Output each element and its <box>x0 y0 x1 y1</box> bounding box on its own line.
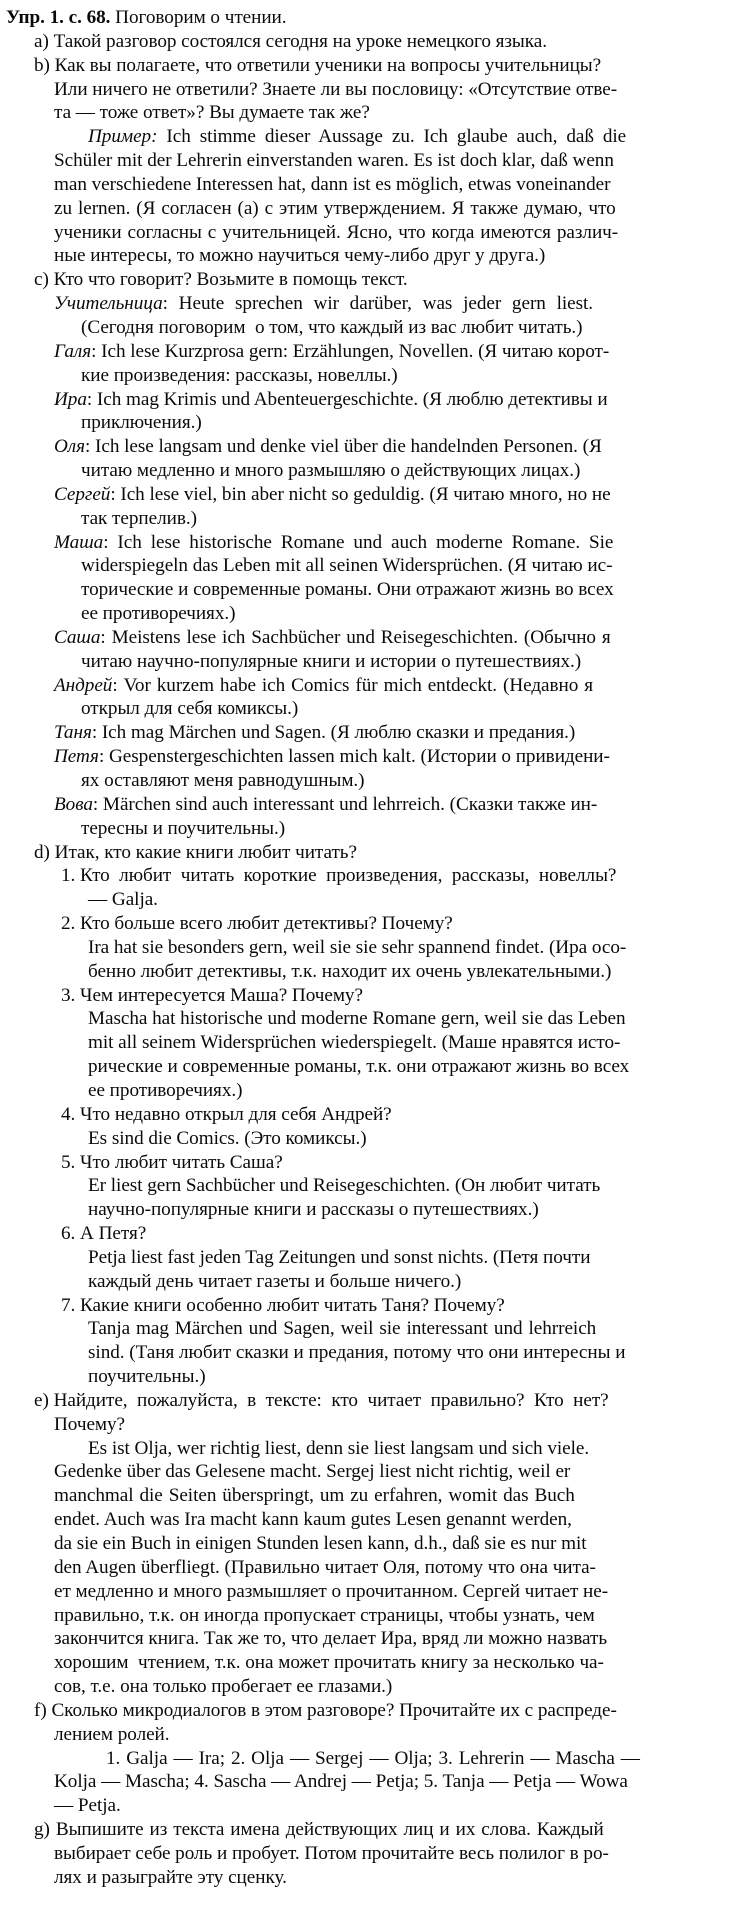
speaker-text: : Meistens lese ich Sachbücher und Reisegeschichten. (Обычно я <box>100 626 611 648</box>
list-item-number: 5. <box>61 1151 76 1173</box>
dialogue-line: читаю научно-популярные книги и истории о путешествиях.) <box>81 650 582 672</box>
dialogue-line: так терпелив.) <box>81 507 197 529</box>
section-c-line-1 <box>6 268 747 292</box>
speaker-name: Ира <box>54 388 87 410</box>
section-e-line-1 <box>6 1389 747 1413</box>
section-e-answer: ет медленно и много размышляет о прочитанном. Сергей читает не- <box>54 1580 609 1602</box>
list-item-number: 7. <box>61 1294 76 1316</box>
speaker-name: Оля <box>54 436 85 458</box>
list-item-answer: каждый день читает газеты и больше ничего.) <box>88 1270 462 1292</box>
section-b-example-line-1 <box>6 125 747 149</box>
list-item-number: 3. <box>61 984 76 1006</box>
example-label: Пример: <box>88 126 158 148</box>
section-d-line-1 <box>6 841 747 865</box>
dialogue-line: тересны и поучительны.) <box>81 817 286 839</box>
speaker-text: : Vor kurzem habe ich Comics für mich entdeckt. (Недавно я <box>112 674 594 696</box>
list-item-question: А Петя? <box>80 1223 147 1245</box>
page-title-bold: Упр. 1. с. 68. <box>6 7 111 28</box>
dialogue-line <box>6 435 747 459</box>
section-b-example-line-5: ученики согласны с учительницей. Ясно, что когда имеются различ- <box>54 221 619 243</box>
dialogue-line: торические и современные романы. Они отражают жизнь во всех <box>81 579 614 601</box>
section-b-example-line-3: man verschiedene Interessen hat, dann ist es möglich, etwas voneinander <box>54 173 611 195</box>
section-f-text-1: Сколько микродиалогов в этом разговоре? Прочитайте их с распреде- <box>51 1699 617 1721</box>
dialogue-line <box>6 745 747 769</box>
dialogue-line <box>6 292 747 316</box>
section-g-line-3: лях и разыграйте эту сценку. <box>54 1866 287 1888</box>
speaker-text: : Ich mag Krimis und Abenteuergeschichte. (Я люблю детективы и <box>86 388 608 410</box>
dialogue-line: (Сегодня поговорим о том, что каждый из вас любит читать.) <box>81 316 583 338</box>
list-item-answer: Es sind die Comics. (Это комиксы.) <box>88 1127 367 1149</box>
dialogue-line: ее противоречиях.) <box>81 603 236 625</box>
speaker-name: Андрей <box>54 674 113 696</box>
dialogue-line <box>6 340 747 364</box>
dialogue-line: кие произведения: рассказы, новеллы.) <box>81 364 398 386</box>
section-b-text-1: Как вы полагаете, что ответили ученики на вопросы учительницы? <box>54 54 602 76</box>
list-item-number: 1. <box>61 865 76 887</box>
speaker-text: : Ich mag Märchen und Sagen. (Я люблю сказки и предания.) <box>91 722 576 744</box>
dialogue-line: widerspiegeln das Leben mit all seinen Widersprüchen. (Я читаю ис- <box>81 555 613 577</box>
speaker-text: : Märchen sind auch interessant und lehrreich. (Сказки также ин- <box>92 793 598 815</box>
list-item-answer: рические и современные романы, т.к. они отражают жизнь во всех <box>88 1056 630 1078</box>
speaker-name: Маша <box>54 531 104 553</box>
speaker-text: : Ich lese Kurzprosa gern: Erzählungen, Novellen. (Я читаю корот- <box>91 340 610 362</box>
dialogue-line: ях оставляют меня равнодушным.) <box>81 770 365 791</box>
dialogue-line <box>6 626 747 650</box>
dialogue-line: читаю медленно и много размышляю о действующих лицах.) <box>81 460 581 482</box>
list-item-answer: mit all seinem Widersprüchen wiederspiegelt. (Маше нравятся исто- <box>88 1032 621 1054</box>
dialogue-line <box>6 793 747 817</box>
section-c-text-1: Кто что говорит? Возьмите в помощь текст. <box>53 269 408 291</box>
section-b-example-line-6: ные интересы, то можно научиться чему-либо друг у друга.) <box>54 245 546 267</box>
list-item-answer: Ira hat sie besonders gern, weil sie sie sehr spannend findet. (Ира осо- <box>88 936 627 958</box>
section-f-marker: f) <box>34 1699 47 1721</box>
section-a-marker: a) <box>34 30 49 52</box>
section-g-text-1: Выпишите из текста имена действующих лиц и их слова. Каждый <box>55 1819 604 1841</box>
section-f-line-2: лением ролей. <box>54 1723 170 1745</box>
dialogue-line: приключения.) <box>81 412 202 434</box>
section-g-line-1 <box>6 1818 747 1842</box>
section-e-line-2: Почему? <box>54 1413 126 1435</box>
section-e-answer: хорошим чтением, т.к. она может прочитать книгу за несколько ча- <box>54 1652 604 1674</box>
list-item-answer: поучительны.) <box>88 1366 206 1388</box>
section-e-text-1: Найдите, пожалуйста, в тексте: кто читает правильно? Кто нет? <box>53 1389 609 1411</box>
section-e-answer: manchmal die Seiten überspringt, um zu erfahren, womit das Buch <box>54 1485 575 1507</box>
dialogue-line: открыл для себя комиксы.) <box>81 698 299 720</box>
section-e-answer: Gedenke über das Gelesene macht. Sergej liest nicht richtig, weil er <box>54 1461 571 1483</box>
list-item-number: 6. <box>61 1223 76 1245</box>
list-item-number: 2. <box>61 913 76 935</box>
speaker-name: Галя <box>54 340 92 362</box>
section-e-answer: endet. Auch was Ira macht kann kaum gutes Lesen genannt werden, <box>54 1509 572 1531</box>
speaker-name: Петя <box>54 746 99 768</box>
speaker-text: : Heute sprechen wir darüber, was jeder gern liest. <box>162 293 594 315</box>
dialogue-line <box>6 388 747 412</box>
speaker-text: : Gespenstergeschichten lassen mich kalt. (Истории о привидени- <box>98 746 610 768</box>
list-item-answer: Er liest gern Sachbücher und Reisegeschichten. (Он любит читать <box>88 1175 601 1197</box>
section-b-example-text-1: Ich stimme dieser Aussage zu. Ich glaube auch, daß die <box>157 126 627 148</box>
section-f-answer: Kolja — Mascha; 4. Sascha — Andrej — Petja; 5. Tanja — Petja — Wowa <box>54 1771 628 1793</box>
speaker-text: : Ich lese langsam und denke viel über die handelnden Personen. (Я <box>85 436 602 458</box>
section-e-answer: закончится книга. Так же то, что делает Ира, вряд ли можно назвать <box>54 1628 608 1650</box>
list-item-answer: Mascha hat historische und moderne Romane gern, weil sie das Leben <box>88 1008 626 1030</box>
section-f-answer: 1. Galja — Ira; 2. Olja — Sergej — Olja; 3. Lehrerin — Mascha — <box>106 1747 640 1769</box>
section-c-marker: c) <box>34 269 49 291</box>
speaker-name: Сергей <box>54 483 111 505</box>
list-item <box>6 1294 747 1318</box>
list-item <box>6 1222 747 1246</box>
section-f-line-1 <box>6 1699 747 1723</box>
section-d-marker: d) <box>34 841 50 863</box>
dialogue-line <box>6 483 747 507</box>
section-g-line-2: выбирает себе роль и пробует. Потом прочитайте весь полилог в ро- <box>54 1842 609 1864</box>
speaker-name: Саша <box>54 626 101 648</box>
section-e-answer: Es ist Olja, wer richtig liest, denn sie liest langsam und sich viele. <box>88 1437 590 1459</box>
list-item <box>6 1151 747 1175</box>
list-item-answer: ее противоречиях.) <box>88 1079 243 1101</box>
list-item <box>6 984 747 1008</box>
section-b-example-line-4: zu lernen. (Я согласен (а) с этим утверждением. Я также думаю, что <box>54 197 616 219</box>
speaker-text: : Ich lese historische Romane und auch moderne Romane. Sie <box>103 531 614 553</box>
section-b-marker: b) <box>34 54 50 76</box>
section-a-text: Такой разговор состоялся сегодня на уроке немецкого языка. <box>53 30 547 52</box>
list-item <box>6 1103 747 1127</box>
dialogue-line <box>6 531 747 555</box>
list-item-question: Какие книги особенно любит читать Таня? Почему? <box>80 1294 505 1316</box>
list-item-answer: бенно любит детективы, т.к. находит их очень увлекательными.) <box>88 960 612 982</box>
page-title <box>6 6 747 30</box>
section-e-marker: e) <box>34 1389 49 1411</box>
section-b-example-line-2: Schüler mit der Lehrerin einverstanden waren. Es ist doch klar, daß wenn <box>54 150 614 172</box>
section-f-answer: — Petja. <box>54 1795 121 1817</box>
list-item <box>6 912 747 936</box>
section-g-marker: g) <box>34 1819 50 1841</box>
list-item-answer: Petja liest fast jeden Tag Zeitungen und sonst nichts. (Петя почти <box>88 1246 591 1268</box>
list-item-question: Чем интересуется Маша? Почему? <box>80 984 363 1006</box>
section-b-line-1 <box>6 54 747 78</box>
dialogue-line <box>6 674 747 698</box>
list-item-answer: научно-популярные книги и рассказы о путешествиях.) <box>88 1199 539 1221</box>
list-item-question: Что недавно открыл для себя Андрей? <box>80 1103 392 1125</box>
list-item-answer: Tanja mag Märchen und Sagen, weil sie interessant und lehrreich <box>88 1318 597 1340</box>
speaker-name: Вова <box>54 793 93 815</box>
section-e-answer: den Augen überfliegt. (Правильно читает Оля, потому что она чита- <box>54 1556 596 1578</box>
section-d-text-1: Итак, кто какие книги любит читать? <box>54 841 357 863</box>
page-title-rest: Поговорим о чтении. <box>110 7 287 28</box>
speaker-name: Таня <box>54 722 92 744</box>
list-item-answer: — Galja. <box>88 889 158 911</box>
section-e-answer: сов, т.е. она только пробегает ее глазами.) <box>54 1676 393 1698</box>
section-b-line-2: Или ничего не ответили? Знаете ли вы пословицу: «Отсутствие отве- <box>54 78 618 100</box>
list-item-answer: sind. (Таня любит сказки и предания, потому что они интересны и <box>88 1342 626 1364</box>
speaker-text: : Ich lese viel, bin aber nicht so geduldig. (Я читаю много, но не <box>110 483 611 505</box>
dialogue-line <box>6 721 747 745</box>
speaker-name: Учительница <box>54 293 163 315</box>
section-a-line-1 <box>6 30 747 54</box>
section-e-answer: da sie ein Buch in einigen Stunden lesen kann, d.h., daß sie es nur mit <box>54 1533 587 1554</box>
list-item <box>6 864 747 888</box>
section-e-answer: правильно, т.к. он иногда пропускает страницы, чтобы узнать, чем <box>54 1604 595 1626</box>
section-b-line-3: та — тоже ответ»? Вы думаете так же? <box>54 102 370 124</box>
list-item-number: 4. <box>61 1103 76 1125</box>
list-item-question: Что любит читать Саша? <box>80 1151 283 1173</box>
list-item-question: Кто больше всего любит детективы? Почему? <box>80 913 453 935</box>
list-item-question: Кто любит читать короткие произведения, рассказы, новеллы? <box>80 865 617 887</box>
